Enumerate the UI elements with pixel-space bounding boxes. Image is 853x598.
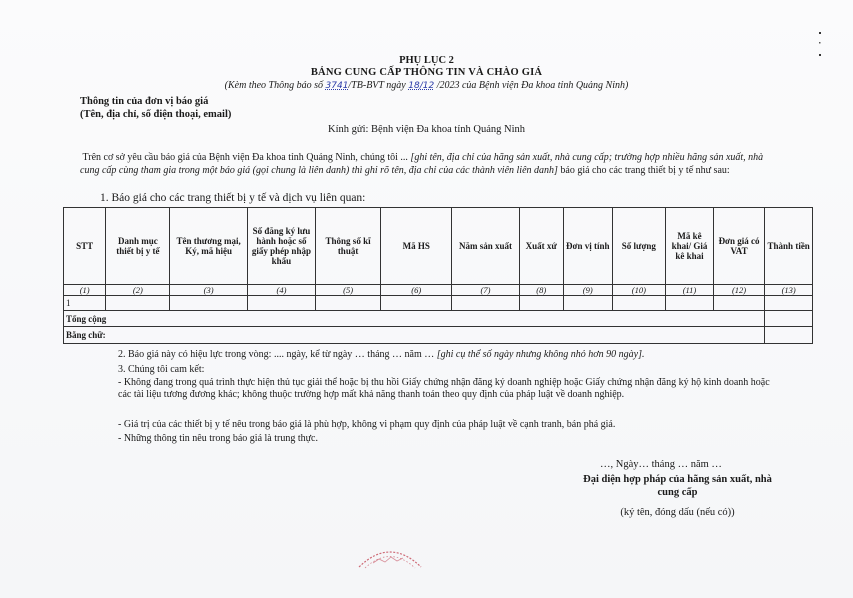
column-index: (12) [713, 285, 765, 296]
subtitle-prefix: (Kèm theo Thông báo số [224, 80, 324, 91]
column-index: (2) [106, 285, 170, 296]
column-header: Số đăng ký lưu hành hoặc số giấy phép nhập khẩu [247, 208, 315, 285]
table-cell [666, 296, 714, 311]
representative-title-line2: cung cấp [657, 487, 698, 498]
commitment-heading: 3. Chúng tôi cam kết: [118, 364, 205, 375]
margin-marks [817, 30, 823, 60]
column-header: Thông số kĩ thuật [316, 208, 381, 285]
column-index: (6) [381, 285, 452, 296]
table-header-row [64, 208, 813, 285]
column-header: STT [64, 208, 106, 285]
subtitle-suffix: /2023 của Bệnh viện Đa khoa tỉnh Quảng Ninh) [436, 80, 629, 91]
column-index: (7) [452, 285, 519, 296]
column-header: Mã kê khai/ Giá kê khai [666, 208, 714, 285]
vendor-info-fields: (Tên, địa chỉ, số điện thoại, email) [80, 109, 232, 120]
validity-instruction: [ghi cụ thể số ngày nhưng không nhỏ hơn 90 ngày]. [436, 349, 645, 360]
handwritten-notice-number: 3741 [325, 81, 349, 91]
intro-italic-instruction: [ghi tên, địa chỉ của hãng sản xuất, nhà cung cấp; trường hợp nhiều hãng sản xuất, nhà cung cấp cùng tham gia trong một báo giá (gọi chung là liên danh) thì ghi rõ tên, địa chỉ của các thành viên liên danh] [80, 152, 764, 176]
column-index: (13) [765, 285, 813, 296]
document-subtitle [0, 80, 853, 91]
signature-instruction: (ký tên, đóng dấu (nếu có)) [620, 507, 735, 518]
intro-text-end: báo giá cho các trang thiết bị y tế như sau: [557, 164, 730, 176]
total-value-cell [765, 311, 813, 327]
in-words-label: Bằng chữ: [64, 327, 765, 344]
in-words-row [64, 327, 813, 344]
validity-note [118, 349, 644, 360]
table-cell [563, 296, 612, 311]
column-header: Tên thương mại, Ký, mã hiệu [170, 208, 247, 285]
column-index: (9) [563, 285, 612, 296]
document-title: BẢNG CUNG CẤP THÔNG TIN VÀ CHÀO GIÁ [310, 67, 543, 78]
representative-title-line1: Đại diện hợp pháp của hãng sản xuất, nhà [583, 474, 772, 485]
subtitle-mid: /TB-BVT ngày [348, 80, 406, 91]
commitment-item: - Không đang trong quá trình thực hiện thủ tục giải thể hoặc bị thu hồi Giấy chứng nhận đăng ký doanh nghiệp hoặc Giấy chứng nhận đăng ký hộ kinh doanh hoặc các tài liệu tương đương khác; không thuộc trường hợp mất khả năng thanh toán theo quy định của pháp luật về doanh nghiệp. [118, 377, 770, 400]
row-stt: 1 [64, 296, 106, 311]
column-index: (1) [64, 285, 106, 296]
table-cell [713, 296, 765, 311]
column-header: Danh mục thiết bị y tế [106, 208, 170, 285]
table-cell [381, 296, 452, 311]
intro-text: Trên cơ sở yêu cầu báo giá của Bệnh viện Đa khoa tỉnh Quảng Ninh, chúng tôi ... [82, 152, 411, 163]
column-header: Thành tiền [765, 208, 813, 285]
column-header: Đơn giá có VAT [713, 208, 765, 285]
table-cell [519, 296, 563, 311]
handwritten-notice-date: 18/12 [408, 81, 435, 91]
vendor-info-heading: Thông tin của đơn vị báo giá [80, 96, 209, 107]
signature-date-line: …, Ngày… tháng … năm … [600, 459, 722, 470]
table-cell [247, 296, 315, 311]
column-index: (8) [519, 285, 563, 296]
column-index-row [64, 285, 813, 296]
appendix-label: PHỤ LỤC 2 [399, 55, 454, 66]
table-cell [170, 296, 247, 311]
in-words-value-cell [765, 327, 813, 344]
column-index: (4) [247, 285, 315, 296]
table-cell [316, 296, 381, 311]
commitment-item: - Giá trị của các thiết bị y tế nêu trong báo giá là phù hợp, không vi phạm quy định của pháp luật về cạnh tranh, bán phá giá. [118, 419, 616, 430]
intro-paragraph [80, 152, 780, 177]
greeting-line: Kính gửi: Bệnh viện Đa khoa tỉnh Quảng Ninh [328, 124, 525, 135]
table-cell [765, 296, 813, 311]
table-cell [452, 296, 519, 311]
column-header: Đơn vị tính [563, 208, 612, 285]
column-index: (3) [170, 285, 247, 296]
validity-text: 2. Báo giá này có hiệu lực trong vòng: .... ngày, kể từ ngày … tháng … năm … [118, 349, 437, 360]
red-stamp-fragment-icon [355, 541, 425, 571]
column-index: (5) [316, 285, 381, 296]
column-header: Năm sản xuất [452, 208, 519, 285]
column-index: (11) [666, 285, 714, 296]
quotation-table [63, 207, 813, 344]
column-index: (10) [612, 285, 666, 296]
section-1-heading: 1. Báo giá cho các trang thiết bị y tế và dịch vụ liên quan: [100, 192, 366, 204]
total-row [64, 311, 813, 327]
total-label: Tổng cộng [64, 311, 765, 327]
column-header: Số lượng [612, 208, 666, 285]
column-header: Xuất xứ [519, 208, 563, 285]
column-header: Mã HS [381, 208, 452, 285]
table-cell [106, 296, 170, 311]
table-cell [612, 296, 666, 311]
commitment-item: - Những thông tin nêu trong báo giá là trung thực. [118, 433, 318, 444]
table-row [64, 296, 813, 311]
